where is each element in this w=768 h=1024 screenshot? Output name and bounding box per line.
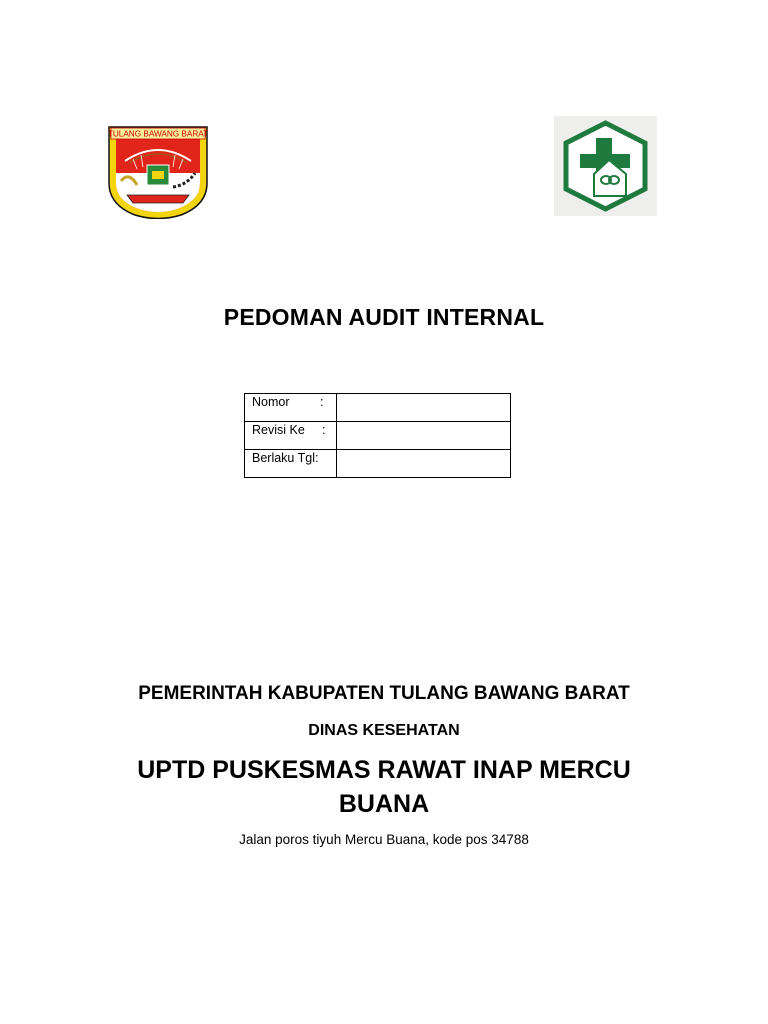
metadata-value [337, 394, 511, 422]
address-text: Jalan poros tiyuh Mercu Buana, kode pos 34788 [239, 832, 529, 847]
regency-crest-logo [107, 125, 209, 219]
table-row [245, 422, 511, 450]
metadata-value [337, 422, 511, 450]
metadata-label-cell [245, 422, 337, 450]
metadata-label-cell [245, 394, 337, 422]
crest-banner-text: TULANG BAWANG BARAT [107, 129, 209, 139]
metadata-label: Berlaku Tgl: [252, 451, 319, 465]
metadata-value [337, 450, 511, 478]
unit-heading: UPTD PUSKESMAS RAWAT INAP MERCU BUANA [137, 756, 631, 818]
government-heading: PEMERINTAH KABUPATEN TULANG BAWANG BARAT [138, 683, 630, 704]
metadata-colon: : [320, 395, 324, 409]
metadata-label-cell [245, 450, 337, 478]
metadata-colon: : [322, 423, 326, 437]
table-row [245, 450, 511, 478]
metadata-label: Revisi Ke [252, 423, 305, 437]
metadata-label: Nomor [252, 395, 290, 409]
department-heading: DINAS KESEHATAN [308, 722, 460, 739]
document-title: PEDOMAN AUDIT INTERNAL [223, 304, 545, 330]
puskesmas-logo [554, 116, 657, 216]
table-row [245, 394, 511, 422]
document-metadata-table [244, 393, 511, 478]
